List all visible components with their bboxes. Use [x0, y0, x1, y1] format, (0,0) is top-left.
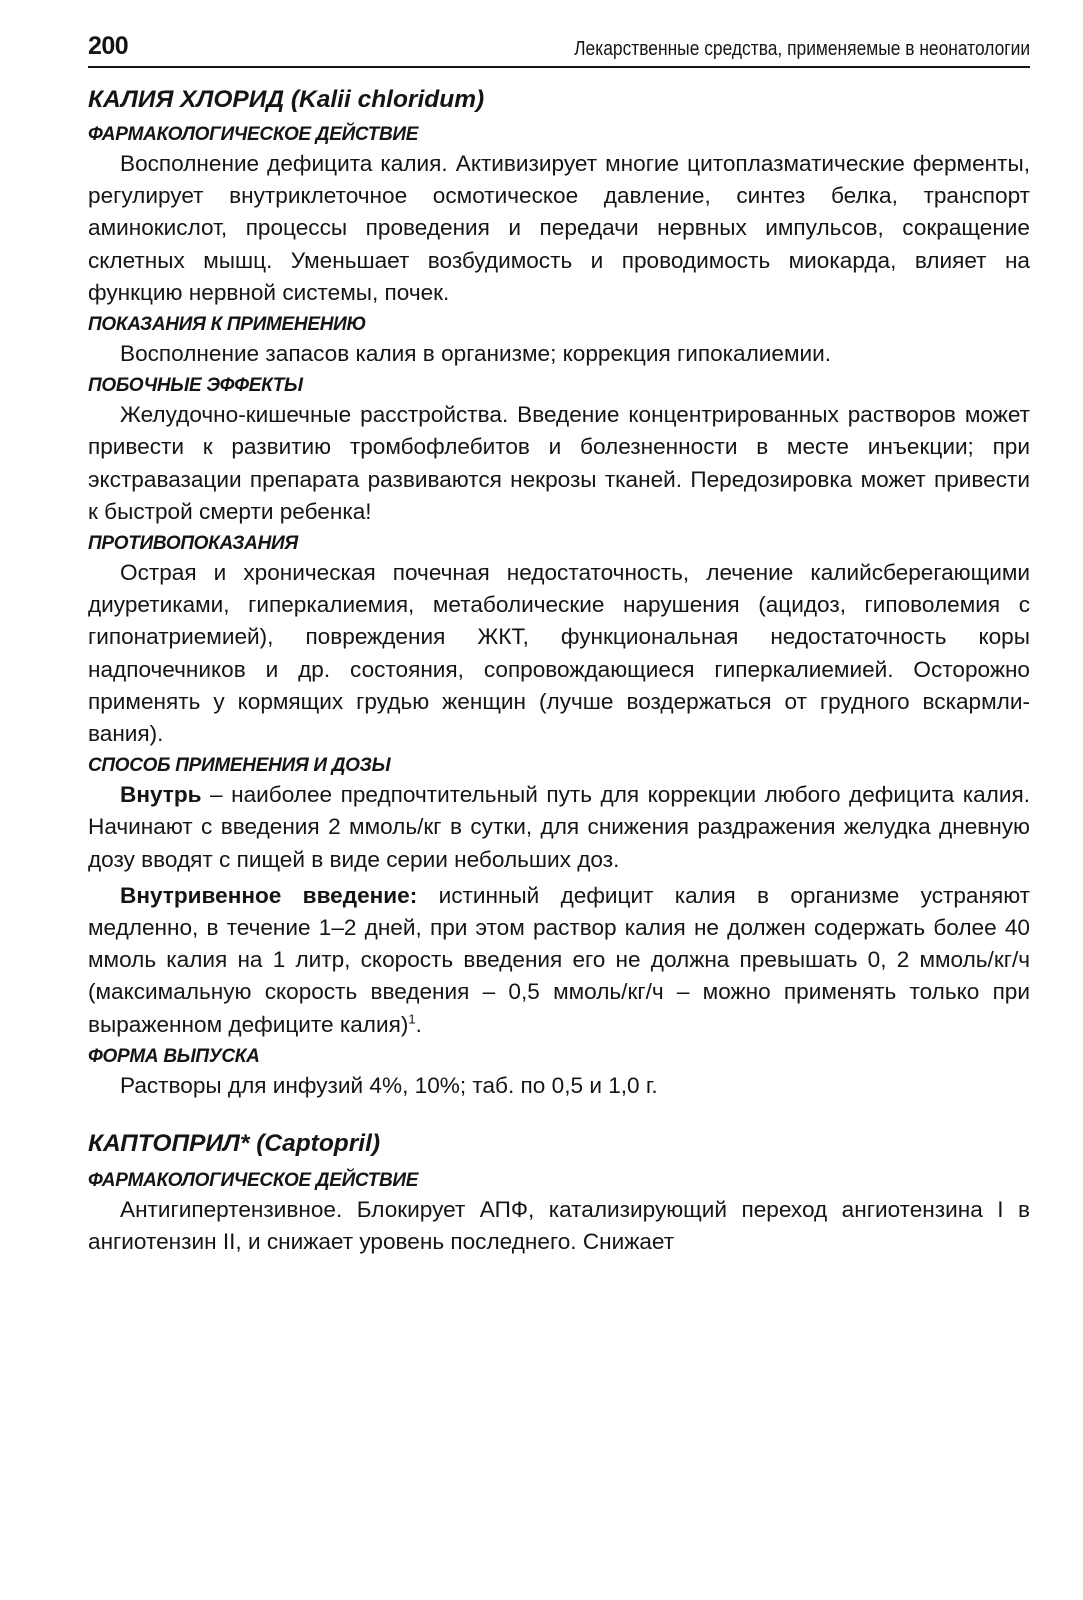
- section-heading-indications: ПОКАЗАНИЯ К ПРИМЕНЕНИЮ: [88, 314, 367, 336]
- section-heading-side-effects: ПОБОЧНЫЕ ЭФФЕКТЫ: [88, 375, 303, 397]
- page-number: 200: [88, 32, 129, 60]
- dosage-iv-tail: .: [415, 1011, 422, 1037]
- running-title: Лекарственные средства, применяемые в неонатологии: [574, 38, 1030, 60]
- section-heading-dosage: СПОСОБ ПРИМЕНЕНИЯ И ДОЗЫ: [88, 755, 391, 777]
- page-content: [88, 84, 1030, 1261]
- footnote-mark: 1: [408, 1011, 416, 1027]
- pharmacological-action-text: Восполнение дефицита калия. Активизирует многие цитоплазматические ферменты, регулирует внутриклеточное осмотическое давление, синтез белка, транспорт аминокислот, процессы проведения и передачи нервных импульсов, сокращение склетных мышц. Уменьшает возбудимость и проводимость миокарда, влияет на функцию нервной системы, почек.: [88, 151, 1030, 305]
- dosage-oral-paragraph: [88, 779, 1030, 876]
- dosage-oral-text: – наиболее предпочтительный путь для коррекции любого дефицита калия. Начинают с введения 2 ммоль/кг в сутки, для снижения раздражения желудка дневную дозу вводят с пищей в виде серии небольших доз.: [88, 782, 1030, 872]
- release-form-text: Растворы для инфузий 4%, 10%; таб. по 0,5 и 1,0 г.: [120, 1072, 658, 1098]
- running-head: [88, 30, 1030, 68]
- entry-captopril: [88, 1128, 1030, 1258]
- dosage-oral-lead: Внутрь: [120, 782, 202, 808]
- section-heading-pharmacological-action: ФАРМАКОЛОГИЧЕСКОЕ ДЕЙСТВИЕ: [88, 124, 419, 145]
- section-heading-contraindications: ПРОТИВОПОКАЗАНИЯ: [88, 533, 298, 555]
- contraindications-text: Острая и хроническая почечная недостаточность, лечение калийсберегающими диуретиками, гиперкалиемия, метаболические нарушения (ацидоз, гиповолемия с гипонатриемией), повреждения ЖКТ, функциональная недостаточность коры надпочечников и др. состояния, сопровождающиеся гиперкалиемией. Осторожно применять у кормящих грудью женщин (лучше воздержаться от грудного вскармливания).: [88, 560, 1030, 747]
- entry-title: КАЛИЯ ХЛОРИД (Kalii chloridum): [88, 86, 485, 113]
- entry-potassium-chloride: [88, 84, 1030, 1102]
- indications-text: Восполнение запасов калия в организме; коррекция гипокалиемии.: [120, 341, 832, 367]
- section-heading-release-form: ФОРМА ВЫПУСКА: [88, 1045, 260, 1067]
- dosage-iv-text: истинный дефицит калия в организме устраняют медленно, в течение 1–2 дней, при этом раствор калия не должен содержать более 40 ммоль калия на 1 литр, скорость введения его не должна превышать 0, 2 ммоль/кг/ч (максимальную скорость введения – 0,5 ммоль/кг/ч – можно применять только при выраженном дефиците калия): [88, 882, 1030, 1037]
- side-effects-text: Желудочно-кишечные расстройства. Введение концентрированных растворов может привести к развитию тромбофлебитов и болезненности в месте инъекции; при экстравазации препарата развиваются некрозы тканей. Передозировка может привести к быстрой смерти ребенка!: [88, 402, 1030, 524]
- dosage-iv-paragraph: [88, 880, 1030, 1041]
- pharmacological-action-text: Антигипертензивное. Блокирует АПФ, катализирующий переход ангиотензина I в ангиотензин II, и снижает уровень последнего. Снижает: [88, 1197, 1030, 1255]
- book-page: [88, 0, 1030, 1600]
- section-heading-pharmacological-action: ФАРМАКОЛОГИЧЕСКОЕ ДЕЙСТВИЕ: [88, 1170, 419, 1192]
- dosage-iv-lead: Внутривенное введение:: [120, 882, 418, 908]
- entry-title: КАПТОПРИЛ* (Captopril): [88, 1130, 381, 1158]
